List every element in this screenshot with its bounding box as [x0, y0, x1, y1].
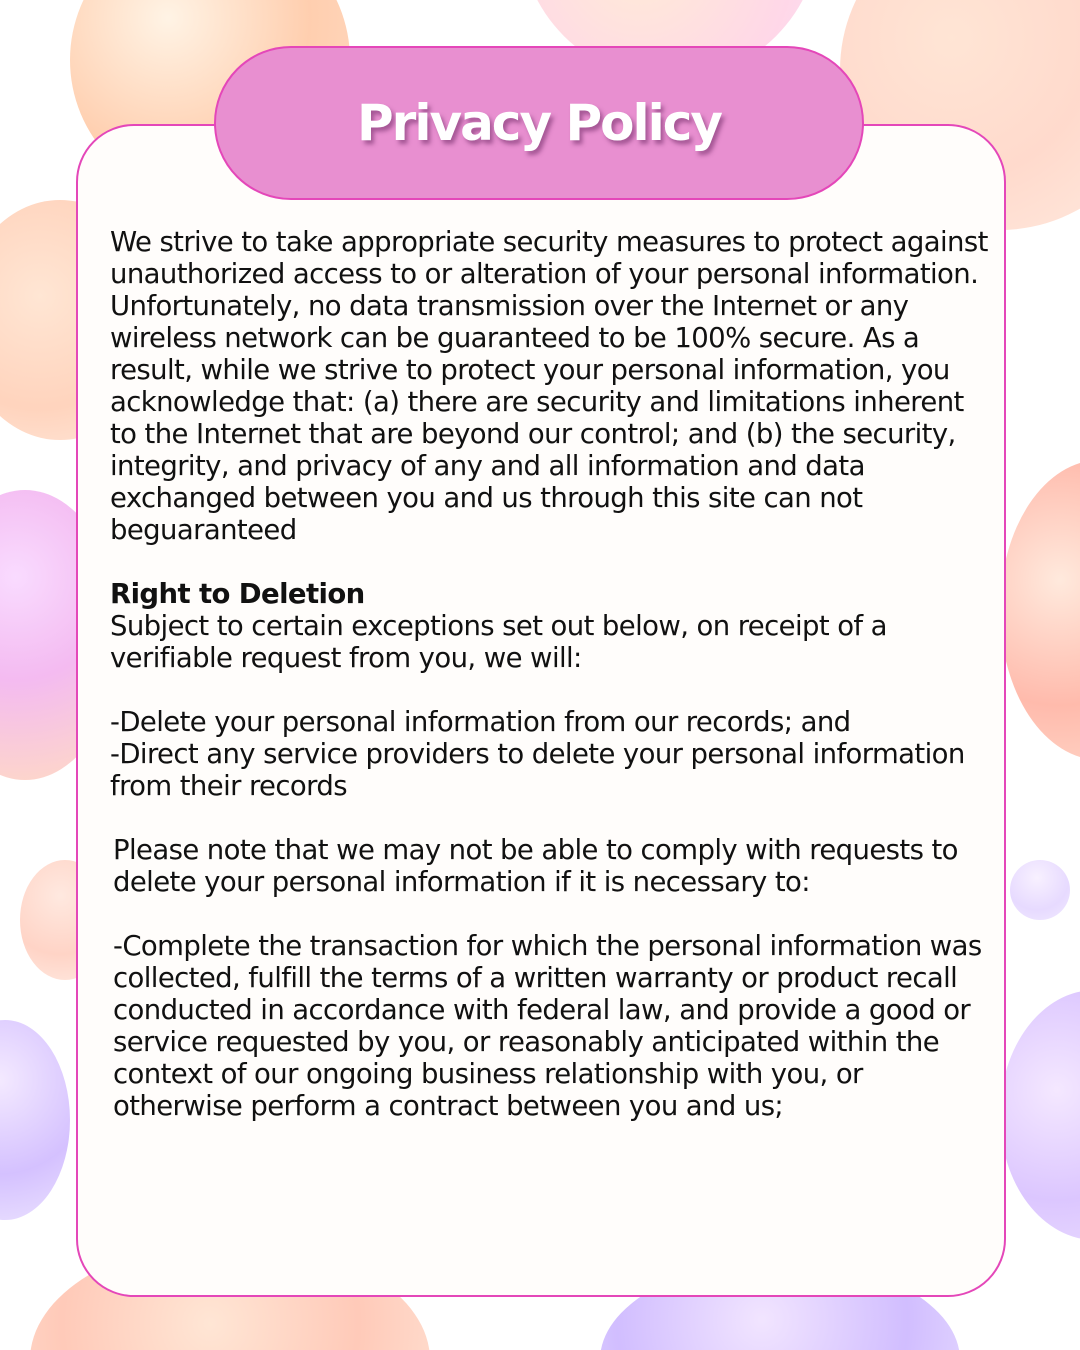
- intro-paragraph: We strive to take appropriate security measures to protect against unauthorized access to or alteration of your personal information. Unfortunately, no data transmission over the Internet or any wireless network can be guaranteed to be 100% secure. As a result, while we strive to protect your personal information, you acknowledge that: (a) there are security and limitations inherent to the Internet that are beyond our control; and (b) the security, integrity, and privacy of any and all information and data exchanged between you and us through this site can not beguaranteed: [110, 226, 988, 546]
- deletion-note: Please note that we may not be able to comply with requests to delete your personal information if it is necessary to:: [113, 834, 958, 898]
- section-heading: Right to Deletion: [110, 578, 365, 610]
- background-bubble: [0, 1020, 70, 1220]
- paragraph-spacer: [110, 546, 990, 578]
- policy-content: [110, 226, 990, 1122]
- list-item: -Direct any service providers to delete your personal information from their records: [110, 738, 965, 802]
- background-bubble: [1000, 990, 1080, 1240]
- list-item: -Delete your personal information from our records; and: [110, 706, 851, 738]
- paragraph-spacer: [110, 898, 990, 930]
- page-title: Privacy Policy: [357, 94, 721, 152]
- paragraph-spacer: [110, 674, 990, 706]
- paragraph-spacer: [110, 802, 990, 834]
- background-bubble: [1000, 460, 1080, 760]
- background-bubble: [1010, 860, 1070, 920]
- deletion-intro: Subject to certain exceptions set out below, on receipt of a verifiable request from you, we will:: [110, 610, 887, 674]
- exception-item: -Complete the transaction for which the personal information was collected, fulfill the terms of a written warranty or product recall conducted in accordance with federal law, and provide a good or service requested by you, or reasonably anticipated within the context of our ongoing business relationship with you, or otherwise perform a contract between you and us;: [113, 930, 982, 1122]
- title-banner: [214, 46, 864, 200]
